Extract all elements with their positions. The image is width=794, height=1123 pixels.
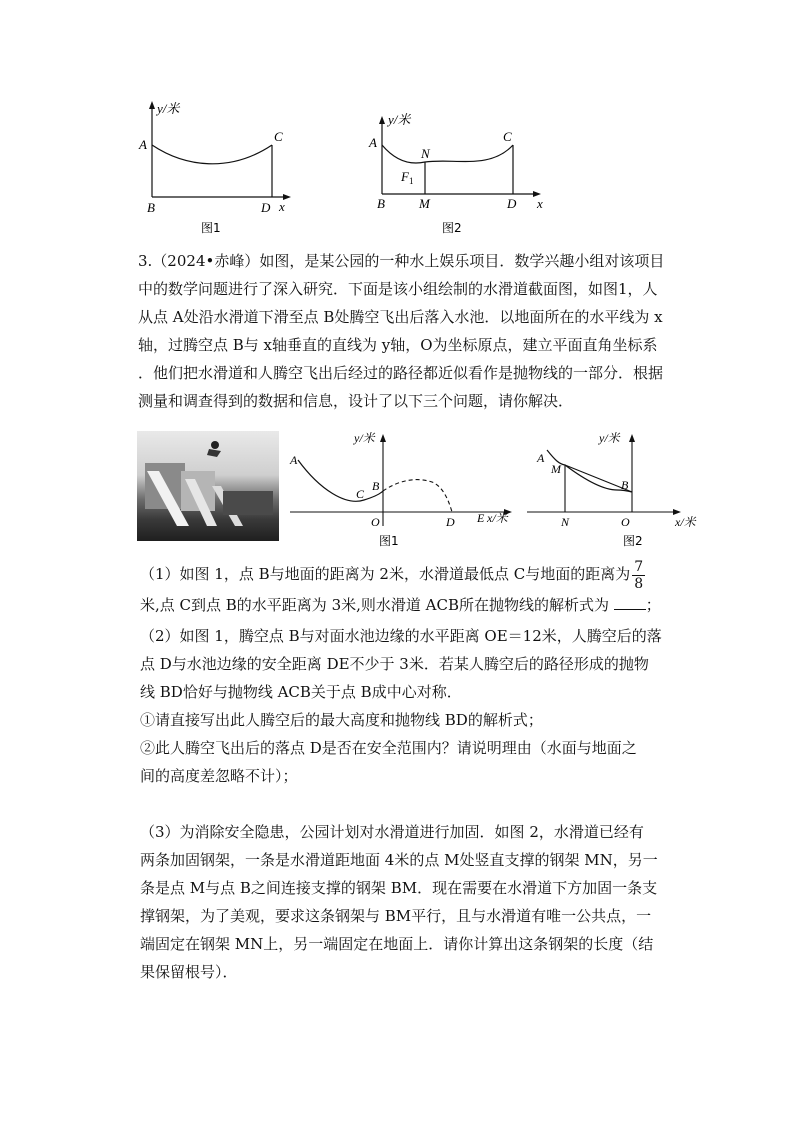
fraction: $\frac{7}{8}$: [634, 558, 644, 592]
point-a-label: A: [369, 135, 377, 150]
question-line: 线 BD恰好与抛物线 ACB关于点 B成中心对称．: [140, 683, 462, 701]
x-axis-label: x: [537, 196, 543, 211]
y-axis-label: y/米: [354, 431, 375, 445]
figure-caption: 图2: [623, 534, 643, 548]
question-line: 果保留根号）．: [140, 963, 238, 981]
point-d-label: D: [507, 196, 517, 211]
point-c-label: C: [274, 129, 283, 144]
figure-top-right: [365, 100, 555, 240]
point-a-label: A: [290, 453, 298, 467]
question-line: ②此人腾空飞出后的落点 D是否在安全范围内？请说明理由（水面与地面之: [140, 739, 637, 757]
water-slide-photo: [137, 431, 279, 541]
figure-top-left: [135, 95, 300, 240]
question-1: [140, 557, 680, 619]
question-line: 条是点 M与点 B之间连接支撑的钢架 BM．现在需要在水滑道下方加固一条支: [140, 879, 658, 897]
point-a-label: A: [537, 451, 545, 465]
question-1-line-2: 米,点 C到点 B的水平距离为 3米,则水滑道 ACB所在抛物线的解析式为 ；: [140, 596, 661, 614]
point-b-label: B: [147, 200, 155, 215]
question-line: （3）为消除安全隐患，公园计划对水滑道进行加固．如图 2，水滑道已经有: [140, 823, 644, 841]
y-axis-label: y/米: [599, 431, 620, 445]
answer-blank[interactable]: [614, 595, 646, 610]
question-line: （2）如图 1，腾空点 B与对面水池边缘的水平距离 OE＝12米，人腾空后的落: [140, 627, 662, 645]
question-3: [140, 818, 680, 986]
question-line: ①请直接写出此人腾空后的最大高度和抛物线 BD的解析式；: [140, 711, 543, 729]
x-axis-label: x/米: [675, 515, 696, 529]
point-m-label: M: [419, 196, 430, 211]
problem-line: 测量和调查得到的数据和信息，设计了以下三个问题，请你解决．: [138, 392, 574, 410]
figure-mid-2: [525, 428, 715, 553]
x-axis-label: x/米: [487, 511, 508, 525]
problem-line: ．他们把水滑道和人腾空飞出后经过的路径都近似看作是抛物线的一部分．根据: [138, 364, 664, 382]
point-b-label: B: [621, 478, 629, 492]
figure-mid-1: [284, 428, 524, 553]
question-line: 点 D与水池边缘的安全距离 DE不少于 3米．若某人腾空后的路径形成的抛物: [140, 655, 649, 673]
point-o-label: O: [621, 515, 630, 529]
point-b-label: B: [377, 196, 385, 211]
question-line: 两条加固钢架，一条是水滑道距地面 4米的点 M处竖直支撑的钢架 MN，另一: [140, 851, 658, 869]
point-a-label: A: [139, 137, 147, 152]
y-axis-label: y/米: [157, 101, 180, 116]
point-d-label: D: [261, 200, 271, 215]
y-axis-label: y/米: [388, 112, 411, 127]
point-c-label: C: [356, 487, 365, 501]
problem-line: 轴，过腾空点 B与 x轴垂直的直线为 y轴，O为坐标原点，建立平面直角坐标系: [138, 336, 658, 354]
point-n-label: N: [561, 515, 570, 529]
x-axis-label: x: [279, 199, 285, 214]
point-d-label: D: [446, 515, 455, 529]
point-b-label: B: [372, 479, 380, 493]
region-f1-label: $F_1$: [401, 169, 414, 186]
problem-line: 中的数学问题进行了深入研究．下面是该小组绘制的水滑道截面图，如图1，人: [138, 280, 658, 298]
question-line: 撑钢架，为了美观，要求这条钢架与 BM平行，且与水滑道有唯一公共点，一: [140, 907, 652, 925]
problem-line: 3.（2024•赤峰）如图，是某公园的一种水上娱乐项目．数学兴趣小组对该项目: [138, 252, 665, 270]
point-o-label: O: [371, 515, 380, 529]
question-line: 端固定在钢架 MN上，另一端固定在地面上．请你计算出这条钢架的长度（结: [140, 935, 654, 953]
figure-caption: 图2: [442, 221, 462, 235]
point-e-label: E: [477, 511, 485, 525]
problem-statement: [138, 247, 668, 415]
point-n-label: N: [421, 146, 430, 161]
question-2: [140, 622, 680, 790]
figure-caption: 图1: [379, 534, 399, 548]
problem-line: 从点 A处沿水滑道下滑至点 B处腾空飞出后落入水池．以地面所在的水平线为 x: [138, 308, 663, 326]
question-line: 间的高度差忽略不计）；: [140, 767, 298, 785]
question-1-line-1: （1）如图 1，点 B与地面的距离为 2米，水滑道最低点 C与地面的距离为 $\frac{7}{8}$: [140, 558, 644, 592]
point-m-label: M: [551, 462, 561, 476]
figure-caption: 图1: [201, 221, 221, 235]
point-c-label: C: [503, 129, 512, 144]
